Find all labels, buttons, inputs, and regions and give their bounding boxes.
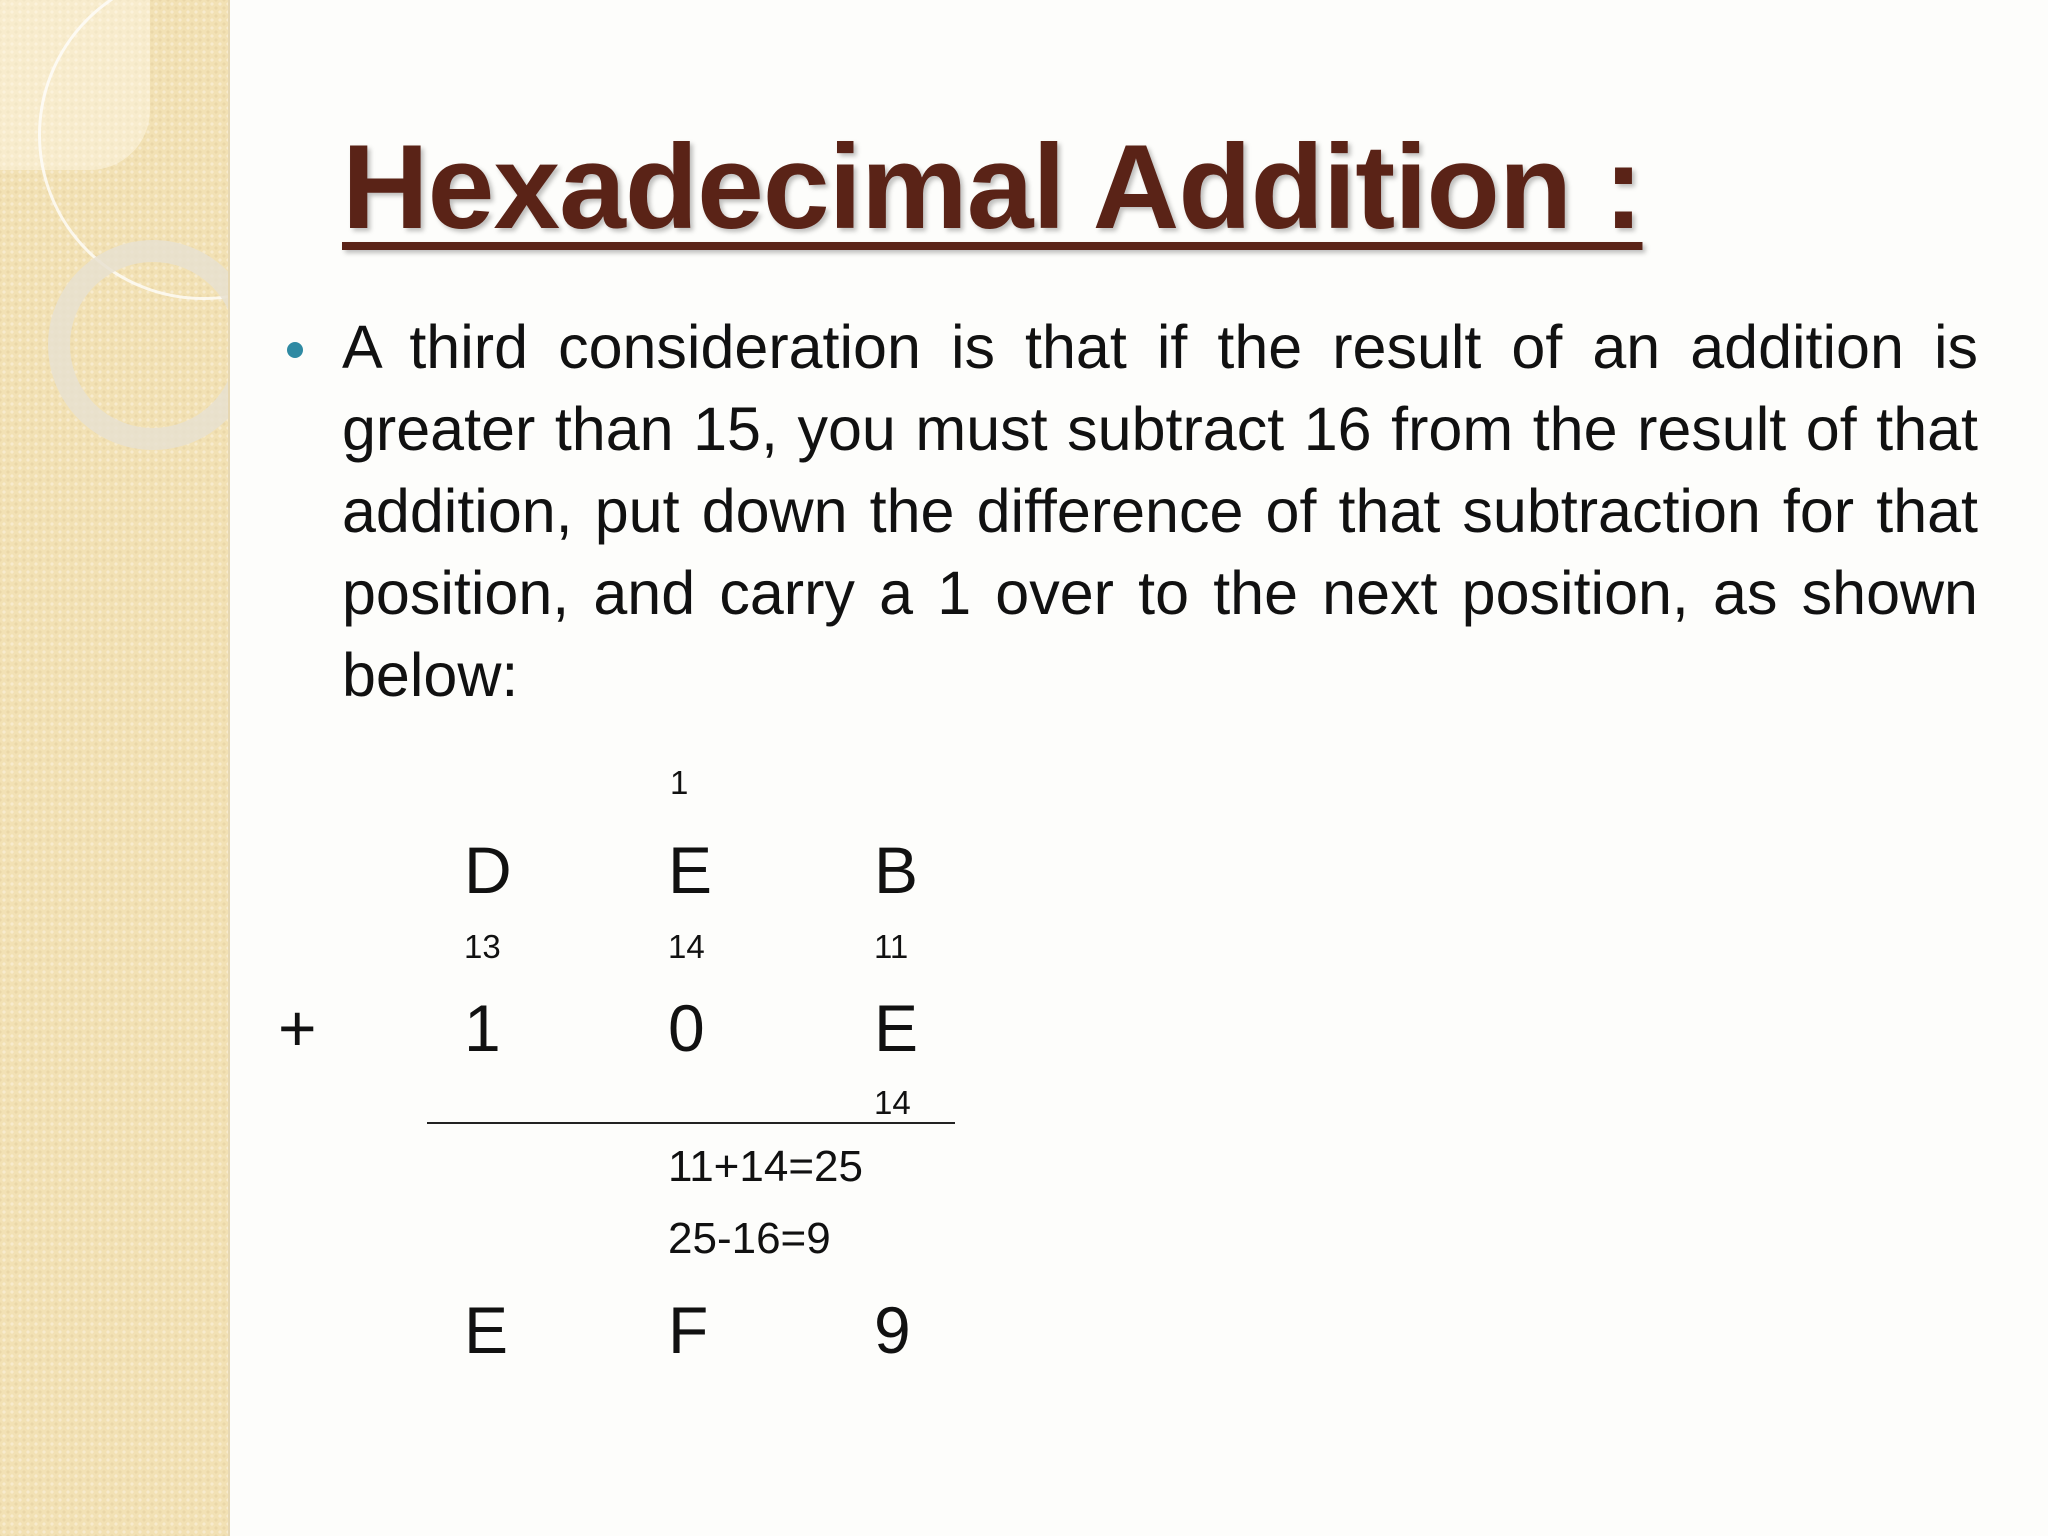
- digit: D: [464, 833, 512, 907]
- digit: 0: [668, 991, 705, 1065]
- bullet-icon: [287, 342, 303, 358]
- result-digit: 9: [874, 1293, 911, 1367]
- work-step: 11+14=25: [668, 1142, 863, 1191]
- decimal-value: 14: [668, 928, 705, 965]
- bullet-text: A third consideration is that if the result of an addition is greater than 15, you must subtract 16 from the result of that addition, put down the difference of that subtraction for that position, and carry a 1 over to the next position, as shown below:: [342, 313, 1978, 709]
- result-digit: E: [464, 1293, 509, 1367]
- sum-line: [427, 1122, 955, 1124]
- decorative-sidebar: [0, 0, 230, 1536]
- digit: E: [668, 833, 713, 907]
- digit: 1: [464, 991, 501, 1065]
- decimal-value: 11: [874, 928, 909, 965]
- decimal-value: 13: [464, 928, 501, 965]
- result-digit: F: [668, 1293, 709, 1367]
- carry-digit: 1: [670, 764, 689, 801]
- digit: B: [874, 833, 919, 907]
- plus-operator: +: [278, 991, 317, 1065]
- decorative-ring: [48, 240, 230, 450]
- digit: E: [874, 991, 919, 1065]
- work-step: 25-16=9: [668, 1214, 831, 1263]
- decimal-value: 14: [874, 1084, 911, 1121]
- slide-title: Hexadecimal Addition :: [342, 120, 1643, 254]
